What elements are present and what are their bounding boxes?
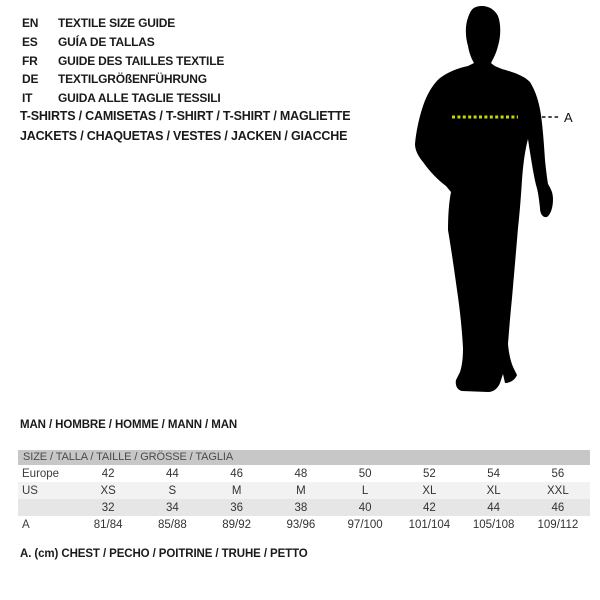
table-cell: 44 [487,501,501,514]
table-cell: XS [100,484,116,497]
size-table [18,450,590,533]
language-list [22,14,224,108]
table-cell: 97/100 [347,518,383,531]
section-title-man: MAN / HOMBRE / HOMME / MANN / MAN [20,419,238,431]
man-silhouette [415,6,553,392]
table-cell: 32 [101,501,115,514]
language-row-es [22,33,224,52]
table-cell: 89/92 [222,518,252,531]
language-row-de [22,70,224,89]
man-silhouette-diagram [390,0,600,400]
table-cell: S [168,484,177,497]
language-code: EN [22,16,39,30]
language-label: GUIDA ALLE TAGLIE TESSILI [58,91,221,106]
table-cell: L [361,484,369,497]
table-cell: 101/104 [408,518,451,531]
table-cell: 42 [101,467,115,480]
language-row-en [22,14,224,33]
table-row-chest-a [18,516,590,533]
table-cell: XXL [547,484,569,497]
table-cell: 44 [165,467,179,480]
garment-categories [20,107,350,146]
table-cell: 81/84 [93,518,123,531]
language-code: DE [22,72,39,87]
language-label: GUÍA DE TALLAS [58,34,155,49]
language-row-fr [22,52,224,71]
table-cell: 46 [551,501,565,514]
table-cell: 46 [230,467,244,480]
size-table-grid [18,465,590,533]
table-cell: 54 [487,467,501,480]
table-row-us [18,482,590,499]
row-label: A [22,518,30,531]
table-cell: 109/112 [537,518,579,531]
table-cell: 42 [422,501,436,514]
table-cell: XL [486,484,501,497]
measure-footnote: A. (cm) CHEST / PECHO / POITRINE / TRUHE / PETTO [20,548,308,560]
table-cell: 85/88 [157,518,187,531]
table-cell: 36 [230,501,244,514]
language-label: GUIDE DES TAILLES TEXTILE [58,53,225,68]
row-label: US [22,484,38,497]
table-cell: 50 [358,467,372,480]
table-cell: M [231,484,242,497]
language-code: FR [22,53,38,68]
table-cell: 40 [358,501,372,514]
language-code: ES [22,34,38,49]
table-row-numeric [18,499,590,516]
size-table-header: SIZE / TALLA / TAILLE / GRÖSSE / TAGLIA [18,450,590,465]
category-jackets: JACKETS / CHAQUETAS / VESTES / JACKEN / GIACCHE [20,128,348,143]
table-row-europe [18,465,590,482]
table-cell: 105/108 [472,518,515,531]
measure-label-a: A [564,110,573,125]
language-label: TEXTILGRÖßENFÜHRUNG [58,72,207,87]
language-label: TEXTILE SIZE GUIDE [58,16,176,30]
row-label: Europe [22,467,60,480]
table-cell: M [296,484,306,497]
language-code: IT [22,91,33,106]
table-cell: 56 [551,467,565,480]
category-tshirts: T-SHIRTS / CAMISETAS / T-SHIRT / T-SHIRT / MAGLIETTE [20,109,351,123]
table-cell: XL [422,484,437,497]
table-cell: 38 [294,501,308,514]
language-row-it [22,89,224,108]
table-cell: 93/96 [286,518,316,531]
table-cell: 34 [165,501,179,514]
table-cell: 48 [294,467,308,480]
row-label [18,499,76,516]
table-cell: 52 [422,467,436,480]
